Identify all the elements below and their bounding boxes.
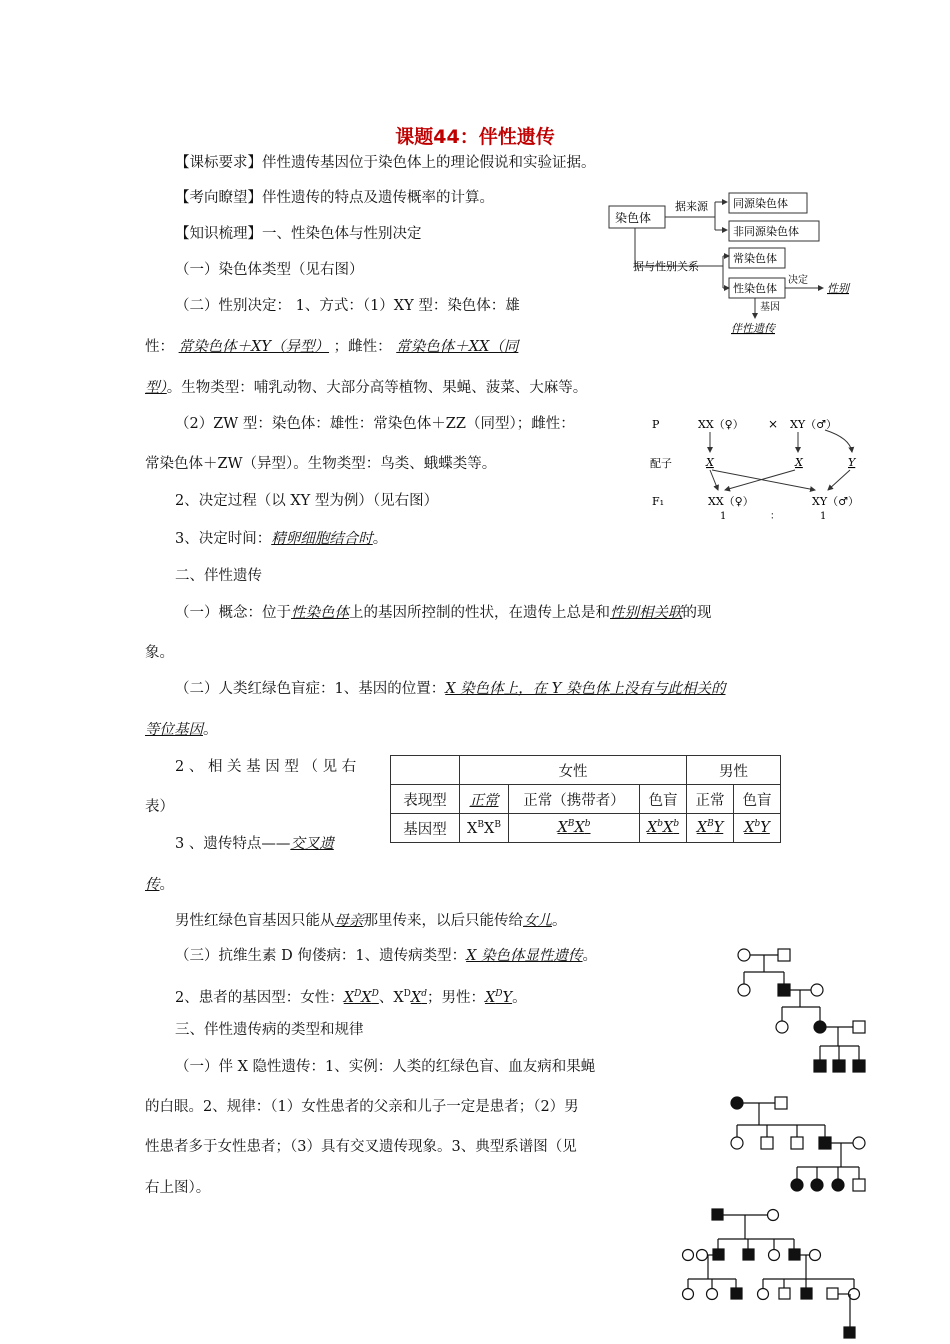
normal-female-symbol <box>758 1289 769 1300</box>
arrow <box>828 470 850 490</box>
table-cell: 正常 <box>460 785 509 814</box>
affected-male-symbol <box>789 1249 800 1260</box>
text-fragment: 3 、遗传特点—— <box>175 836 291 852</box>
normal-male-symbol <box>791 1137 803 1149</box>
affected-female-symbol <box>731 1097 743 1109</box>
table-cell: $X^BX^B$ <box>460 814 509 843</box>
table-row <box>391 785 781 814</box>
table-header-female: 女性 <box>460 756 687 785</box>
table-cell: 色盲 <box>640 785 687 814</box>
normal-female-symbol <box>731 1137 743 1149</box>
arrow <box>712 470 815 490</box>
affected-male-symbol <box>853 1060 865 1072</box>
text-fragment: （三）抗维生素 D 佝偻病：1、遗传病类型： <box>175 948 467 964</box>
text-line <box>175 911 567 931</box>
normal-male-symbol <box>778 949 790 961</box>
offspring-label: XY（♂） <box>812 495 859 508</box>
pedigree-chart-2 <box>725 1095 870 1195</box>
row-label: F₁ <box>652 495 665 508</box>
text-fragment: 。 <box>512 989 527 1006</box>
affected-male-symbol <box>814 1060 826 1072</box>
answer-fragment: 等位基因 <box>145 722 203 738</box>
affected-female-symbol <box>811 1179 823 1191</box>
text-line: 【课标要求】伴性遗传基因位于染色体上的理论假说和实验证据。 <box>175 155 596 171</box>
normal-female-symbol <box>769 1250 780 1261</box>
text-fragment: （二）人类红绿色盲症：1、基因的位置： <box>175 681 446 697</box>
affected-male-symbol <box>819 1137 831 1149</box>
answer-fragment: 常染色体＋XX（同 <box>396 339 519 355</box>
normal-female-symbol <box>811 984 823 996</box>
chromosome-type-diagram <box>605 190 865 340</box>
text-line <box>145 378 587 398</box>
table-row-label: 表现型 <box>391 785 460 814</box>
text-line: （一）伴 X 隐性遗传：1、实例：人类的红绿色盲、血友病和果蝇 <box>175 1059 596 1075</box>
gamete-label: X <box>706 456 714 469</box>
text-fragment: 性： <box>145 339 174 355</box>
affected-male-symbol <box>712 1209 723 1220</box>
sex-determination-diagram <box>650 410 870 522</box>
text-line <box>175 603 712 623</box>
text-fragment: 、X <box>378 989 404 1006</box>
table-cell: 色盲 <box>734 785 781 814</box>
table-row-label: 基因型 <box>391 814 460 843</box>
answer-fragment: $X^d$ <box>410 989 427 1006</box>
text-line <box>145 337 518 357</box>
table-cell: $X^BY$ <box>687 814 734 843</box>
affected-male-symbol <box>833 1060 845 1072</box>
normal-male-symbol <box>779 1288 790 1299</box>
row-label: P <box>652 418 660 431</box>
answer-fragment: 型） <box>145 380 167 396</box>
text-fragment: 。 <box>372 531 388 547</box>
normal-female-symbol <box>697 1250 708 1261</box>
affected-male-symbol <box>844 1327 855 1338</box>
table-cell: 正常 <box>687 785 734 814</box>
text-line: 的白眼。2、规律：（1）女性患者的父亲和儿子一定是患者；（2）男 <box>145 1099 579 1115</box>
answer-fragment: 交叉遗 <box>290 836 334 852</box>
text-line: 右上图）。 <box>145 1180 211 1196</box>
table-cell: $X^bX^b$ <box>640 814 687 843</box>
text-fragment: 上的基因所控制的性状，在遗传上总是和 <box>349 605 610 621</box>
text-fragment: （一）概念：位于 <box>175 605 291 621</box>
answer-fragment: $X^DX^D$ <box>343 989 379 1006</box>
normal-female-symbol <box>683 1289 694 1300</box>
normal-female-symbol <box>768 1210 779 1221</box>
text-line: 象。 <box>145 645 174 661</box>
box-label: 常染色体 <box>733 252 777 265</box>
table-cell: $X^bY$ <box>734 814 781 843</box>
normal-female-symbol <box>776 1021 788 1033</box>
result-label: 伴性遗传 <box>731 322 775 335</box>
parent-label: XY（♂） <box>790 418 837 431</box>
text-fragment: 。生物类型：哺乳动物、大部分高等植物、果蝇、菠菜、大麻等。 <box>166 380 588 396</box>
text-fragment: 的现 <box>682 605 712 621</box>
text-line: 【考向瞭望】伴性遗传的特点及遗传概率的计算。 <box>175 190 494 206</box>
arrow <box>725 470 795 490</box>
answer-fragment: 常染色体＋XY（异型） <box>178 339 330 355</box>
pedigree-chart-3 <box>678 1205 868 1344</box>
pedigree-chart-1 <box>725 940 870 1075</box>
text-line: 二、伴性遗传 <box>175 568 262 584</box>
ratio-label: ： <box>770 511 780 522</box>
text-fragment: 。 <box>552 913 567 929</box>
table-row <box>391 756 781 785</box>
text-line: 表） <box>145 799 174 815</box>
answer-fragment: 性别相关联 <box>610 605 683 621</box>
text-fragment: ；雌性： <box>333 339 392 355</box>
text-line: （2）ZW 型：染色体：雄性：常染色体＋ZZ（同型）；雌性： <box>175 416 575 432</box>
arrow <box>825 430 852 452</box>
affected-female-symbol <box>832 1179 844 1191</box>
normal-male-symbol <box>761 1137 773 1149</box>
answer-fragment: $X^DY$ <box>484 989 513 1006</box>
text-line: 三、伴性遗传病的类型和规律 <box>175 1022 364 1038</box>
box-label: 性染色体 <box>733 282 777 295</box>
text-line: （二）性别决定： 1、方式：（1）XY 型：染色体：雄 <box>175 298 520 314</box>
ratio-label: 1 <box>820 511 827 522</box>
box-label: 非同源染色体 <box>733 225 799 238</box>
text-line <box>175 529 387 549</box>
affected-male-symbol <box>731 1288 742 1299</box>
text-line <box>145 875 174 895</box>
text-fragment: ；男性： <box>426 989 485 1006</box>
text-line: 2 、 相 关 基 因 型 （ 见 右 <box>175 759 357 775</box>
text-line: 2、决定过程（以 XY 型为例）（见右图） <box>175 493 439 509</box>
answer-fragment: 精卵细胞结合时 <box>271 531 373 547</box>
normal-female-symbol <box>853 1137 865 1149</box>
branch-label: 据与性别关系 <box>633 260 699 273</box>
row-label: 配子 <box>650 457 672 470</box>
answer-fragment: 母亲 <box>334 913 364 929</box>
normal-male-symbol <box>853 1021 865 1033</box>
parent-label: XX（♀） <box>698 418 744 431</box>
ratio-label: 1 <box>720 511 727 522</box>
affected-female-symbol <box>791 1179 803 1191</box>
result-label: 性别 <box>827 282 849 295</box>
normal-female-symbol <box>738 984 750 996</box>
text-fragment: 。 <box>203 722 218 738</box>
gamete-label: X <box>795 456 803 469</box>
cross-symbol: × <box>768 417 779 431</box>
answer-fragment: 性染色体 <box>291 605 349 621</box>
table-row <box>391 814 781 843</box>
offspring-label: XX（♀） <box>708 495 754 508</box>
normal-female-symbol <box>683 1250 694 1261</box>
answer-fragment: 女儿 <box>523 913 552 929</box>
text-line: （一）染色体类型（见右图） <box>175 262 364 278</box>
page-title: 课题44：伴性遗传 <box>395 126 555 148</box>
normal-female-symbol <box>707 1289 718 1300</box>
affected-male-symbol <box>801 1288 812 1299</box>
table-cell: $X^BX^b$ <box>509 814 640 843</box>
arrow-label: 决定 <box>788 275 808 286</box>
gamete-label: Y <box>848 456 856 469</box>
text-fragment: 男性红绿色盲基因只能从 <box>175 913 335 929</box>
table-cell: 正常（携带者） <box>509 785 640 814</box>
affected-male-symbol <box>713 1249 724 1260</box>
normal-male-symbol <box>853 1179 865 1191</box>
normal-male-symbol <box>827 1288 838 1299</box>
carrier-female-symbol <box>814 1021 826 1033</box>
answer-fragment: X 染色体上，在 Y 染色体上没有与此相关的 <box>445 681 726 697</box>
affected-male-symbol <box>778 984 790 996</box>
text-fragment: 2、患者的基因型：女性： <box>175 989 344 1006</box>
text-line: 常染色体＋ZW（异型）。生物类型：鸟类、蛾蝶类等。 <box>145 456 497 472</box>
text-line <box>175 679 725 699</box>
text-line: 性患者多于女性患者；（3）具有交叉遗传现象。3、典型系谱图（见 <box>145 1139 577 1155</box>
text-fragment: 。 <box>582 948 598 964</box>
text-fragment: 。 <box>159 877 174 893</box>
text-fragment: 那里传来，以后只能传给 <box>363 913 523 929</box>
text-line <box>145 720 218 740</box>
arrow-label: 基因 <box>760 302 780 313</box>
normal-female-symbol <box>810 1250 821 1261</box>
arrow <box>710 470 718 490</box>
box-label: 同源染色体 <box>733 197 788 210</box>
answer-fragment: X 染色体显性遗传 <box>466 948 583 964</box>
table-cell <box>391 756 460 785</box>
text-fragment: 3、决定时间： <box>175 531 272 547</box>
text-line <box>175 984 527 1008</box>
text-fragment: D <box>403 989 411 999</box>
answer-fragment: 传 <box>145 877 160 893</box>
normal-female-symbol <box>738 949 750 961</box>
normal-male-symbol <box>775 1097 787 1109</box>
branch-label: 据来源 <box>675 200 708 213</box>
affected-male-symbol <box>743 1249 754 1260</box>
table-header-male: 男性 <box>687 756 781 785</box>
root-label: 染色体 <box>615 211 652 225</box>
genotype-table <box>390 755 781 843</box>
text-line <box>175 946 597 966</box>
text-line <box>175 834 334 854</box>
text-line: 【知识梳理】一、性染色体与性别决定 <box>175 226 422 242</box>
